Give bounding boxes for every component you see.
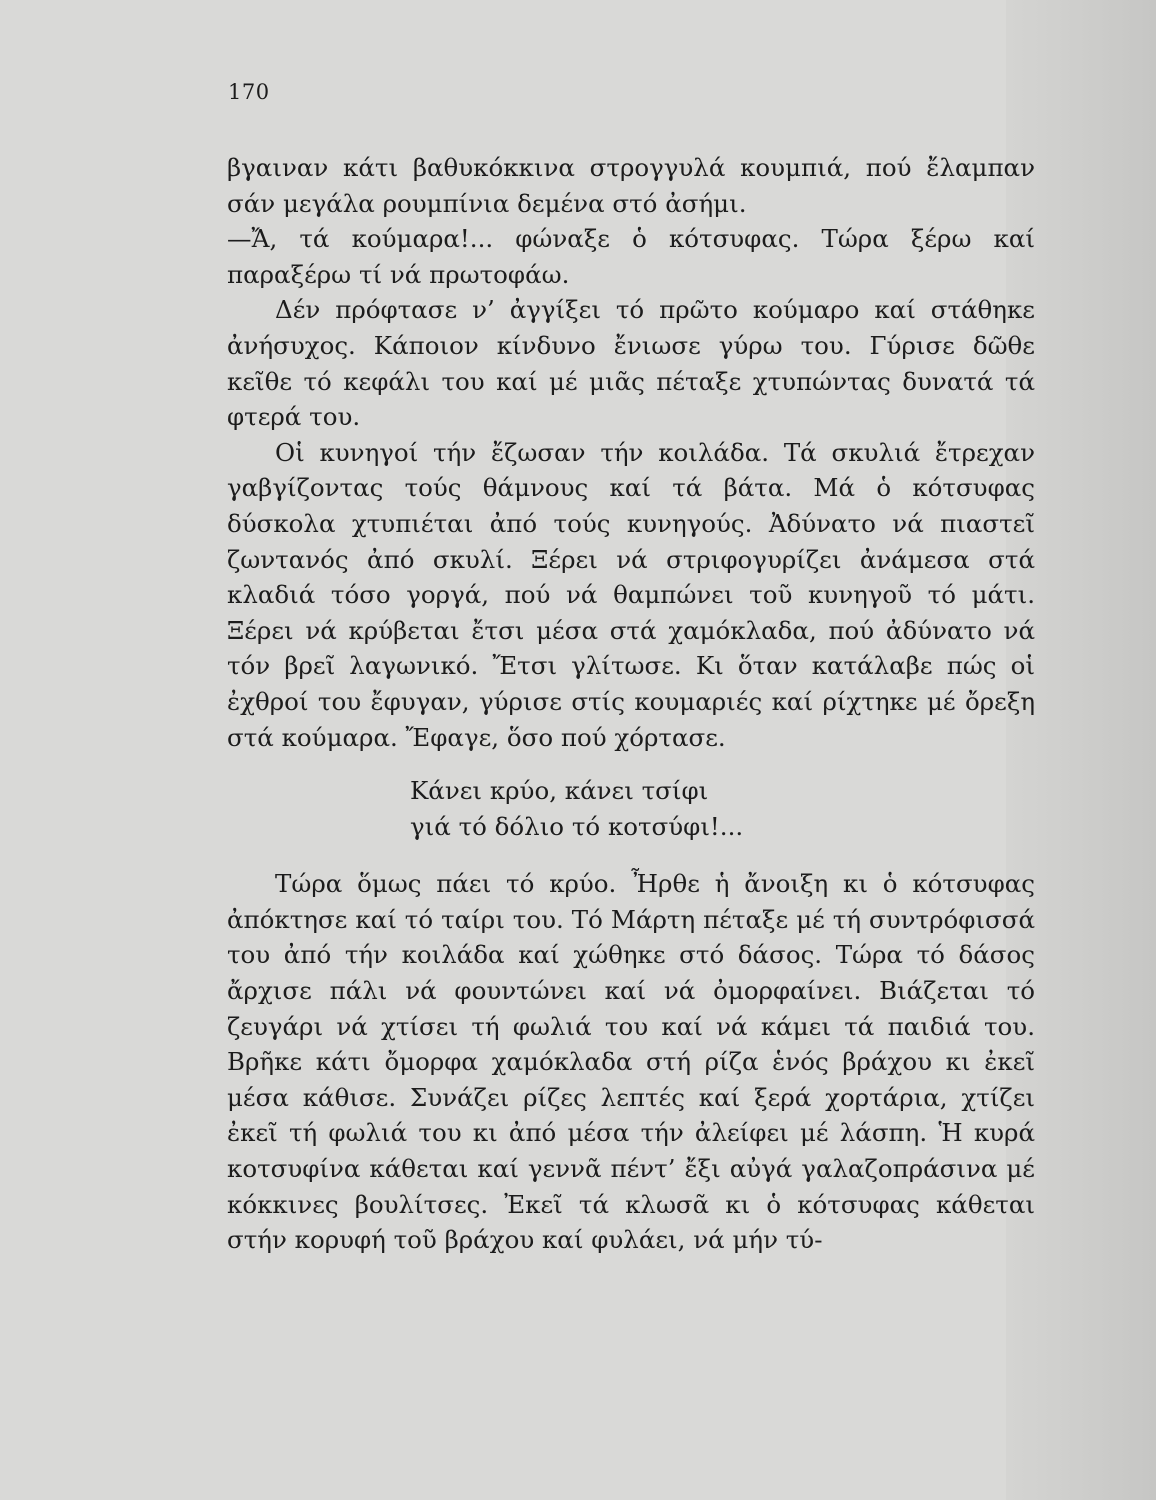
verse-line: γιά τό δόλιο τό κοτσύφι!... bbox=[410, 811, 744, 841]
verse-line: Κάνει κρύο, κάνει τσίφι bbox=[410, 776, 709, 806]
paragraph: Οἱ κυνηγοί τήν ἔζωσαν τήν κοιλάδα. Τά σκυλιά ἔτρεχαν γαβγίζοντας τούς θάμνους καί τά βάτα. Μά ὁ κότσυφας δύσκολα χτυπιέται ἀπό τούς κυνηγούς. Ἀδύνατο νά πιαστεῖ ζωντανός ἀπό σκυλί. Ξέρει νά στριφογυρίζει ἀνάμεσα στά κλαδιά τόσο γοργά, πού νά θαμπώνει τοῦ κυνηγοῦ τό μάτι. Ξέρει νά κρύβεται ἔτσι μέσα στά χαμόκλαδα, πού ἀδύνατο νά τόν βρεῖ λαγωνικό. Ἔτσι γλίτωσε. Κι ὅταν κατάλαβε πώς οἱ ἐχθροί του ἔφυγαν, γύρισε στίς κουμαριές καί ρίχτηκε μέ ὄρεξη στά κούμαρα. Ἔφαγε, ὅσο πού χόρτασε. bbox=[227, 437, 1035, 752]
paragraph: βγαιναν κάτι βαθυκόκκινα στρογγυλά κουμπιά, πού ἔλαμπαν σάν μεγάλα ρουμπίνια δεμένα στό ἀσήμι. bbox=[227, 153, 1035, 218]
paragraph-dialogue: —Ἄ, τά κούμαρα!... φώναξε ὁ κότσυφας. Τώρα ξέρω καί παραξέρω τί νά πρωτοφάω. bbox=[227, 224, 1035, 289]
page-number: 170 bbox=[228, 80, 270, 104]
body-text bbox=[227, 150, 1035, 1258]
paragraph: Τώρα ὅμως πάει τό κρύο. Ἦρθε ἡ ἄνοιξη κι ὁ κότσυφας ἀπόκτησε καί τό ταίρι του. Τό Μάρτη πέταξε μέ τή συντρόφισσά του ἀπό τήν κοιλάδα καί χώθηκε στό δάσος. Τώρα τό δάσος ἄρχισε πάλι νά φουντώνει καί νά ὀμορφαίνει. Βιάζεται τό ζευγάρι νά χτίσει τή φωλιά του καί νά κάμει τά παιδιά του. Βρῆκε κάτι ὄμορφα χαμόκλαδα στή ρίζα ἑνός βράχου κι ἐκεῖ μέσα κάθισε. Συνάζει ρίζες λεπτές καί ξερά χορτάρια, χτίζει ἐκεῖ τή φωλιά του κι ἀπό μέσα τήν ἀλείφει μέ λάσπη. Ἡ κυρά κοτσυφίνα κάθεται καί γεννᾶ πέντ’ ἔξι αὐγά γαλαζοπράσινα μέ κόκκινες βουλίτσες. Ἐκεῖ τά κλωσᾶ κι ὁ κότσυφας κάθεται στήν κορυφή τοῦ βράχου καί φυλάει, νά μήν τύ- bbox=[227, 869, 1035, 1255]
paragraph: Δέν πρόφτασε ν’ ἀγγίξει τό πρῶτο κούμαρο καί στάθηκε ἀνήσυχος. Κάποιον κίνδυνο ἔνιωσε γύρω του. Γύρισε δῶθε κεῖθε τό κεφάλι του καί μέ μιᾶς πέταξε χτυπώντας δυνατά τά φτερά του. bbox=[227, 295, 1035, 432]
verse-couplet bbox=[410, 773, 1035, 844]
